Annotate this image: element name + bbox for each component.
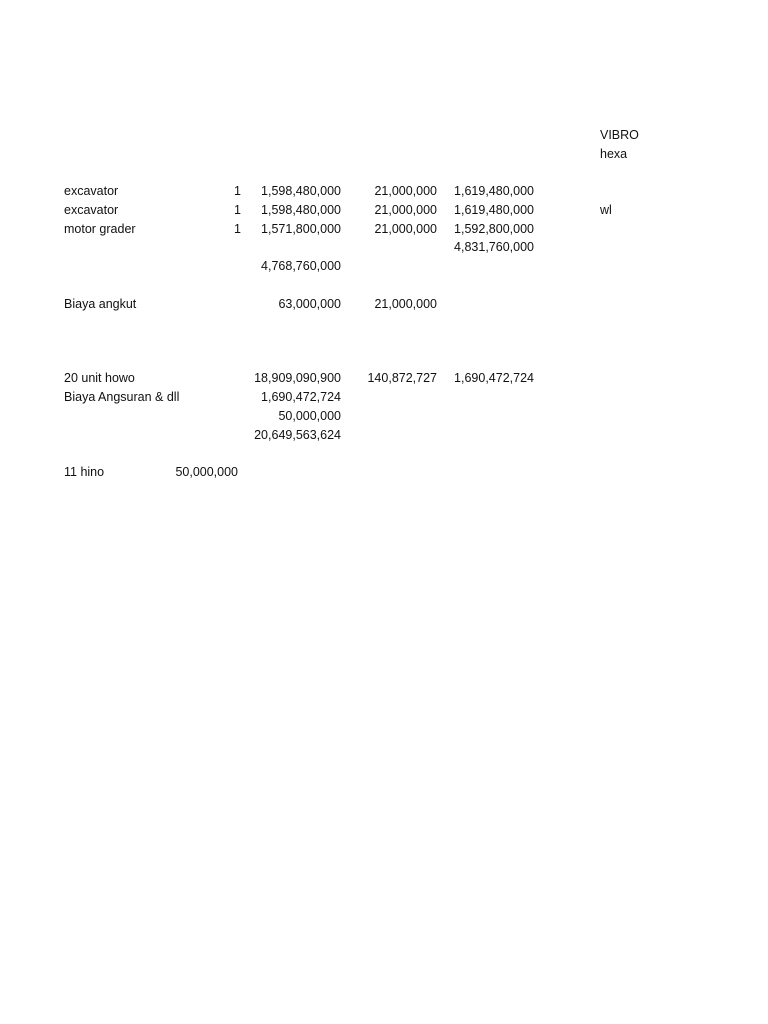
row-3-total: 1,592,800,000: [454, 222, 534, 236]
howo-installment: 1,690,472,724: [454, 371, 534, 385]
row-3-price: 1,571,800,000: [261, 222, 341, 236]
row-2-total: 1,619,480,000: [454, 203, 534, 217]
hino-label: 11 hino: [64, 465, 105, 479]
grand-total: 4,831,760,000: [454, 240, 534, 254]
angsuran-label: Biaya Angsuran & dll: [64, 390, 180, 404]
row-2-qty: 1: [234, 203, 241, 217]
hino-amount: 50,000,000: [175, 465, 238, 479]
howo-label: 20 unit howo: [64, 371, 135, 385]
angsuran-sum: 20,649,563,624: [254, 428, 341, 442]
row-1-name: excavator: [64, 184, 119, 198]
row-2-name: excavator: [64, 203, 119, 217]
vibro-label: VIBRO: [600, 128, 639, 142]
howo-amount: 18,909,090,900: [254, 371, 341, 385]
row-3-freight: 21,000,000: [374, 222, 437, 236]
row-2-price: 1,598,480,000: [261, 203, 341, 217]
biaya-angkut-label: Biaya angkut: [64, 297, 137, 311]
row-3-qty: 1: [234, 222, 241, 236]
howo-per-unit: 140,872,727: [367, 371, 437, 385]
angsuran-amount: 1,690,472,724: [261, 390, 341, 404]
price-subtotal: 4,768,760,000: [261, 259, 341, 273]
row-1-freight: 21,000,000: [374, 184, 437, 198]
row-1-qty: 1: [234, 184, 241, 198]
row-3-name: motor grader: [64, 222, 136, 236]
wl-label: wl: [600, 203, 612, 217]
row-1-price: 1,598,480,000: [261, 184, 341, 198]
biaya-angkut-amount: 63,000,000: [278, 297, 341, 311]
row-1-total: 1,619,480,000: [454, 184, 534, 198]
angsuran-extra: 50,000,000: [278, 409, 341, 423]
biaya-angkut-unit: 21,000,000: [374, 297, 437, 311]
row-2-freight: 21,000,000: [374, 203, 437, 217]
hexa-label: hexa: [600, 147, 628, 161]
